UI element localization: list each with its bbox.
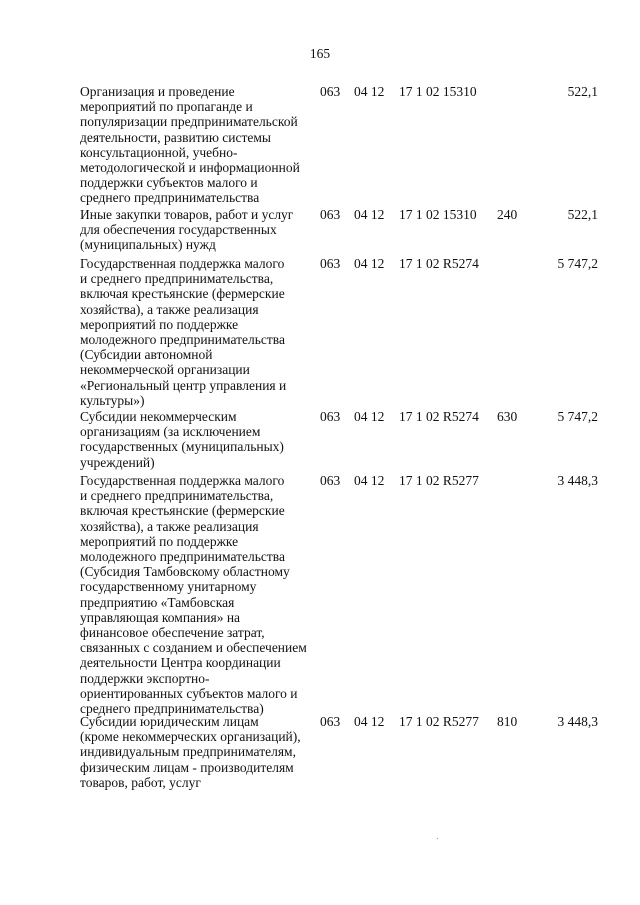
row-description: Субсидии юридическим лицам (кроме некоммерческих организаций), индивидуальным предпринимателям, физическим лицам - производителям товаров, работ, услуг	[80, 714, 301, 790]
row-expense-type: 810	[497, 714, 518, 729]
row-target-article: 17 1 02 R5274	[399, 256, 479, 271]
row-target-article: 17 1 02 15310	[399, 207, 477, 222]
row-target-article: 17 1 02 15310	[399, 84, 477, 99]
row-description: Субсидии некоммерческим организациям (за исключением государственных (муниципальных) учреждений)	[80, 409, 284, 470]
row-section-code: 04 12	[354, 409, 385, 424]
row-section-code: 04 12	[354, 473, 385, 488]
row-expense-type: 630	[497, 409, 518, 424]
row-amount: 3 448,3	[557, 473, 598, 488]
row-amount: 522,1	[567, 84, 598, 99]
row-expense-type: 240	[497, 207, 518, 222]
row-target-article: 17 1 02 R5277	[399, 714, 479, 729]
row-amount: 522,1	[567, 207, 598, 222]
row-ved-code: 063	[320, 473, 341, 488]
row-description: Иные закупки товаров, работ и услуг для обеспечения государственных (муниципальных) нужд	[80, 207, 294, 253]
row-ved-code: 063	[320, 256, 341, 271]
row-section-code: 04 12	[354, 207, 385, 222]
row-amount: 5 747,2	[557, 409, 598, 424]
row-section-code: 04 12	[354, 256, 385, 271]
row-ved-code: 063	[320, 714, 341, 729]
row-target-article: 17 1 02 R5277	[399, 473, 479, 488]
row-amount: 5 747,2	[557, 256, 598, 271]
page-number: 165	[309, 46, 331, 61]
row-section-code: 04 12	[354, 84, 385, 99]
row-target-article: 17 1 02 R5274	[399, 409, 479, 424]
row-ved-code: 063	[320, 409, 341, 424]
scan-speck	[437, 838, 438, 839]
row-ved-code: 063	[320, 207, 341, 222]
row-ved-code: 063	[320, 84, 341, 99]
row-section-code: 04 12	[354, 714, 385, 729]
row-description: Организация и проведение мероприятий по пропаганде и популяризации предпринимательской деятельности, развитию системы консультационной, учебно- методологической и информационной поддержки субъектов малого и среднего предпринимательства	[80, 84, 300, 206]
row-description: Государственная поддержка малого и среднего предпринимательства, включая крестьянские (фермерские хозяйства), а также реализация мероприятий по поддержке молодежного предпринимательства (Субсидии автономной некоммерческой организации «Региональный центр управления и культуры»)	[80, 256, 287, 408]
row-amount: 3 448,3	[557, 714, 598, 729]
row-description: Государственная поддержка малого и среднего предпринимательства, включая крестьянские (фермерские хозяйства), а также реализация мероприятий по поддержке молодежного предпринимательства (Субсидия Тамбовскому областному государственному унитарному предприятию «Тамбовская управляющая компания» на финансовое обеспечение затрат, связанных с созданием и обеспечением деятельности Центра координации поддержки экспортно- ориентированных субъектов малого и среднего предпринимательства)	[80, 473, 307, 717]
